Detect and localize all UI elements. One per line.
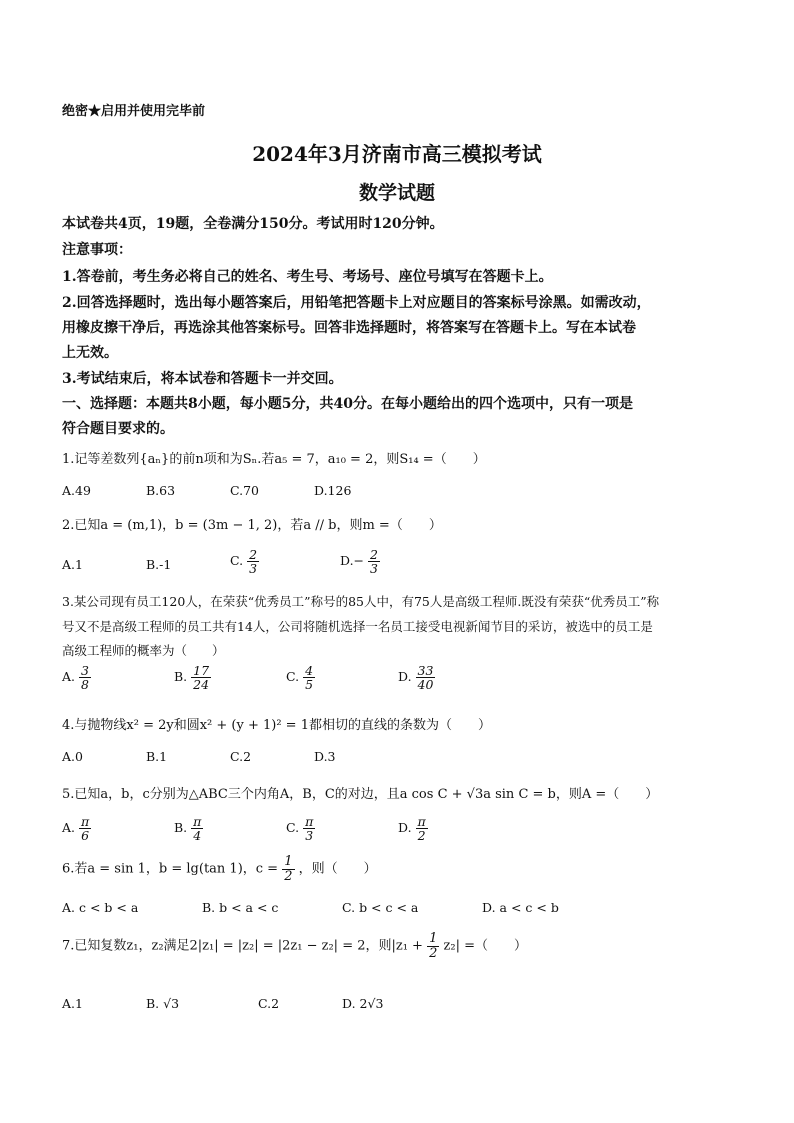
exam-summary: 本试卷共4页，19题，全卷满分150分。考试用时120分钟。 <box>62 216 444 232</box>
fraction-numerator: 17 <box>193 663 210 678</box>
question-3-option-a <box>62 664 91 691</box>
fraction-numerator: π <box>417 814 426 829</box>
fraction-denominator: 3 <box>370 561 378 577</box>
question-1-option-d: D.126 <box>314 483 352 498</box>
fraction-denominator: 6 <box>81 828 90 844</box>
exam-title: 2024年3月济南市高三模拟考试 <box>252 142 542 166</box>
notice-item-3: 3.考试结束后，将本试卷和答题卡一并交回。 <box>62 371 343 387</box>
fraction-numerator: π <box>305 814 314 829</box>
question-7-option-a: A.1 <box>62 996 83 1011</box>
fraction-numerator: π <box>81 814 90 829</box>
confidential-label: 绝密★启用并使用完毕前 <box>62 104 206 119</box>
question-5-option-d-letter: D. <box>398 820 412 836</box>
question-2-option-d-letter: D.− <box>340 553 365 569</box>
notice-title: 注意事项： <box>62 242 132 258</box>
question-5-stem: 5.已知a，b，c分别为△ABC三个内角A，B，C的对边，且a cos C + √3a sin C = b，则A =（ ） <box>62 787 659 802</box>
notice-item-2-line-3: 上无效。 <box>62 345 118 361</box>
question-3-option-d <box>398 664 435 691</box>
question-2-option-c-letter: C. <box>230 553 244 569</box>
question-5-option-b <box>174 815 203 842</box>
question-7-stem-end: z₂| =（ ） <box>443 938 527 954</box>
question-1-option-b: B.63 <box>146 483 176 498</box>
question-3-line-1: 3.某公司现有员工120人，在荣获“优秀员工”称号的85人中，有75人是高级工程师.既没有荣获“优秀员工”称 <box>62 594 660 609</box>
question-5-option-c <box>286 815 315 842</box>
question-3-option-b <box>174 664 211 691</box>
question-5-option-a-fraction <box>79 815 91 842</box>
question-5-option-d <box>398 815 428 842</box>
question-4-option-c: C.2 <box>230 749 252 764</box>
question-5-option-d-fraction <box>416 815 428 842</box>
fraction-denominator: 4 <box>193 828 202 844</box>
question-3-option-d-letter: D. <box>398 669 412 685</box>
question-7-option-c: C.2 <box>258 996 280 1011</box>
question-6-option-d: D. a < c < b <box>482 900 559 915</box>
fraction-denominator: 8 <box>81 677 89 693</box>
question-1-option-c: C.70 <box>230 483 259 498</box>
question-3-line-3: 高级工程师的概率为（ ） <box>62 643 225 658</box>
question-2-option-c <box>230 548 259 575</box>
question-3-option-c <box>286 664 315 691</box>
section-1-heading-line-1: 一、选择题：本题共8小题，每小题5分，共40分。在每小题给出的四个选项中，只有一项是 <box>62 396 633 412</box>
question-3-option-a-fraction <box>79 664 91 691</box>
notice-item-1: 1.答卷前，考生务必将自己的姓名、考生号、考场号、座位号填写在答题卡上。 <box>62 269 553 285</box>
question-5-option-a <box>62 815 91 842</box>
question-4-option-a: A.0 <box>62 749 83 764</box>
question-7-stem-start: 7.已知复数z₁，z₂满足2|z₁| = |z₂| = |2z₁ − z₂| = 2，则|z₁ + <box>62 938 423 954</box>
section-1-heading-line-2: 符合题目要求的。 <box>62 421 174 437</box>
question-2-option-c-fraction <box>247 548 259 575</box>
fraction-denominator: 40 <box>417 677 434 693</box>
question-5-option-b-letter: B. <box>174 820 188 836</box>
question-1-option-a: A.49 <box>62 483 91 498</box>
question-5-option-c-fraction <box>303 815 315 842</box>
question-6-stem-start: 6.若a = sin 1，b = lg(tan 1)，c = <box>62 861 279 877</box>
fraction-numerator: 1 <box>429 931 438 946</box>
question-4-option-d: D.3 <box>314 749 336 764</box>
question-3-option-c-letter: C. <box>286 669 300 685</box>
notice-item-2-line-1: 2.回答选择题时，选出每小题答案后，用铅笔把答题卡上对应题目的答案标号涂黑。如需改动， <box>62 295 651 311</box>
question-2-option-a: A.1 <box>62 557 83 572</box>
fraction-denominator: 2 <box>284 868 293 884</box>
question-5-option-c-letter: C. <box>286 820 300 836</box>
fraction-numerator: 4 <box>305 663 314 678</box>
question-6-stem <box>62 855 377 883</box>
question-2-option-d-fraction <box>368 548 380 575</box>
question-2-option-d <box>340 548 380 575</box>
question-5-option-a-letter: A. <box>62 820 76 836</box>
fraction-numerator: 3 <box>81 663 89 678</box>
question-7-stem <box>62 932 527 960</box>
question-7-option-d: D. 2√3 <box>342 996 384 1011</box>
fraction-denominator: 2 <box>417 828 426 844</box>
question-6-option-b: B. b < a < c <box>202 900 279 915</box>
question-1-stem: 1.记等差数列{aₙ}的前n项和为Sₙ.若a₅ = 7，a₁₀ = 2，则S₁₄ =（ ） <box>62 452 486 467</box>
question-4-option-b: B.1 <box>146 749 168 764</box>
question-3-line-2: 号又不是高级工程师的员工共有14人，公司将随机选择一名员工接受电视新闻节目的采访，被选中的员工是 <box>62 619 653 634</box>
question-3-option-a-letter: A. <box>62 669 76 685</box>
fraction-numerator: π <box>193 814 202 829</box>
notice-item-2-line-2: 用橡皮擦干净后，再选涂其他答案标号。回答非选择题时，将答案写在答题卡上。写在本试卷 <box>62 320 636 336</box>
subject-title: 数学试题 <box>358 182 435 204</box>
question-5-option-b-fraction <box>191 815 203 842</box>
question-6-option-c: C. b < c < a <box>342 900 419 915</box>
question-7-stem-fraction <box>427 932 439 960</box>
fraction-numerator: 2 <box>249 547 258 562</box>
question-7-option-b: B. √3 <box>146 996 180 1011</box>
fraction-denominator: 5 <box>305 677 314 693</box>
fraction-denominator: 24 <box>193 677 210 693</box>
fraction-numerator: 33 <box>417 663 434 678</box>
question-2-option-b: B.-1 <box>146 557 172 572</box>
fraction-denominator: 3 <box>249 561 258 577</box>
fraction-denominator: 2 <box>429 945 438 961</box>
question-3-option-b-fraction <box>191 664 211 691</box>
question-2-stem: 2.已知a = (m,1)，b = (3m − 1, 2)，若a // b，则m =（ ） <box>62 518 442 533</box>
question-3-option-d-fraction <box>416 664 436 691</box>
question-3-option-c-fraction <box>303 664 315 691</box>
question-6-option-a: A. c < b < a <box>62 900 139 915</box>
fraction-denominator: 3 <box>305 828 314 844</box>
question-6-stem-fraction <box>282 855 294 883</box>
fraction-numerator: 1 <box>284 854 293 869</box>
fraction-numerator: 2 <box>370 547 378 562</box>
question-3-option-b-letter: B. <box>174 669 188 685</box>
question-4-stem: 4.与抛物线x² = 2y和圆x² + (y + 1)² = 1都相切的直线的条数为（ ） <box>62 718 491 733</box>
question-6-stem-end: ，则（ ） <box>298 861 377 877</box>
